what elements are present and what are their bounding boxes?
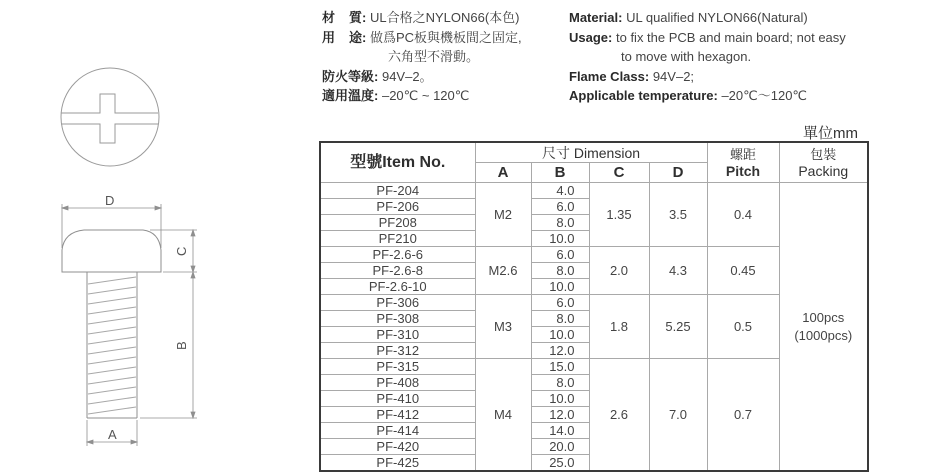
usage-value-en-line2: to move with hexagon. (621, 49, 752, 64)
cell-b: 8.0 (531, 263, 589, 279)
cell-item-no: PF210 (320, 231, 475, 247)
cell-item-no: PF-2.6-6 (320, 247, 475, 263)
temp-label-zh: 適用溫度: (322, 88, 379, 103)
header-packing-zh: 包裝 (810, 146, 837, 162)
cell-c: 2.0 (589, 247, 649, 295)
spec-zh-block (322, 8, 522, 106)
cell-d: 7.0 (649, 359, 707, 472)
cell-item-no: PF-412 (320, 407, 475, 423)
cell-item-no: PF-306 (320, 295, 475, 311)
cell-pitch: 0.4 (707, 183, 779, 247)
header-a: A (475, 163, 531, 183)
spec-zh-temp (322, 86, 522, 106)
cell-pitch: 0.7 (707, 359, 779, 472)
colon: : (362, 10, 367, 25)
spec-zh-material (322, 8, 522, 28)
cell-item-no: PF-425 (320, 455, 475, 472)
header-b: B (531, 163, 589, 183)
cell-item-no: PF-408 (320, 375, 475, 391)
cell-c: 1.8 (589, 295, 649, 359)
cell-item-no: PF208 (320, 215, 475, 231)
dim-label-d: D (105, 193, 115, 208)
spec-en-temp (569, 86, 846, 106)
cell-a: M2.6 (475, 247, 531, 295)
cell-b: 10.0 (531, 279, 589, 295)
cell-b: 20.0 (531, 439, 589, 455)
flame-value-zh: 94V–2。 (381, 68, 433, 84)
cell-item-no: PF-315 (320, 359, 475, 375)
spec-en-block (569, 8, 846, 106)
cell-b: 12.0 (531, 343, 589, 359)
label-char: 材 (322, 10, 336, 25)
cell-d: 3.5 (649, 183, 707, 247)
temp-value-zh: –20℃ ~ 120℃ (381, 88, 470, 103)
material-value-zh: UL合格之NYLON66(本色) (369, 10, 520, 25)
material-label-en: Material: (569, 10, 623, 25)
temp-value-en: –20℃～120℃ (721, 88, 808, 103)
colon: : (362, 29, 367, 45)
cell-b: 8.0 (531, 311, 589, 327)
spec-en-material (569, 8, 846, 28)
cell-item-no: PF-204 (320, 183, 475, 199)
packing-line1: 100pcs (802, 309, 845, 325)
unit-label: 單位mm (803, 125, 858, 142)
header-c: C (589, 163, 649, 183)
cell-item-no: PF-308 (320, 311, 475, 327)
cell-a: M4 (475, 359, 531, 472)
spec-zh-flame (322, 67, 522, 87)
header-pitch (707, 142, 779, 183)
header-dimension: 尺寸 Dimension (475, 142, 707, 163)
header-packing (779, 142, 868, 183)
cell-b: 8.0 (531, 215, 589, 231)
flame-value-en: 94V–2; (652, 68, 695, 84)
cell-item-no: PF-414 (320, 423, 475, 439)
spec-en-usage (569, 28, 846, 48)
cell-c: 1.35 (589, 183, 649, 247)
cell-b: 10.0 (531, 327, 589, 343)
dim-label-a: A (108, 427, 117, 442)
screw-head-top-view-icon (61, 68, 159, 166)
cell-b: 8.0 (531, 375, 589, 391)
spec-table (319, 141, 869, 472)
cell-d: 4.3 (649, 247, 707, 295)
material-value-en: UL qualified NYLON66(Natural) (626, 10, 808, 25)
label-char: 用 (322, 29, 336, 45)
cell-b: 14.0 (531, 423, 589, 439)
cell-item-no: PF-420 (320, 439, 475, 455)
table-body (320, 183, 868, 472)
cell-b: 6.0 (531, 247, 589, 263)
cell-b: 25.0 (531, 455, 589, 472)
cell-item-no: PF-410 (320, 391, 475, 407)
flame-label-en: Flame Class: (569, 68, 650, 84)
cell-item-no: PF-2.6-10 (320, 279, 475, 295)
cell-b: 6.0 (531, 199, 589, 215)
dimension-lines (62, 204, 197, 446)
label-char: 途 (348, 29, 362, 45)
cell-a: M3 (475, 295, 531, 359)
cell-b: 4.0 (531, 183, 589, 199)
cell-b: 6.0 (531, 295, 589, 311)
spec-en-flame (569, 67, 846, 87)
cell-item-no: PF-312 (320, 343, 475, 359)
flame-label-zh: 防火等級: (322, 68, 379, 84)
cell-item-no: PF-2.6-8 (320, 263, 475, 279)
header-d: D (649, 163, 707, 183)
header-item-no: 型號Item No. (320, 142, 475, 183)
header-pitch-zh: 螺距 (729, 146, 756, 162)
cell-c: 2.6 (589, 359, 649, 472)
cell-b: 10.0 (531, 391, 589, 407)
label-char: 質 (348, 10, 362, 25)
cell-b: 12.0 (531, 407, 589, 423)
screw-side-view-icon (62, 230, 161, 418)
cell-b: 15.0 (531, 359, 589, 375)
cell-a: M2 (475, 183, 531, 247)
usage-value-zh-line2: 六角型不滑動。 (388, 49, 480, 64)
header-pitch-en: Pitch (725, 162, 761, 179)
cell-item-no: PF-206 (320, 199, 475, 215)
dim-label-b: B (174, 341, 189, 350)
spec-zh-usage (322, 28, 522, 48)
table-row (320, 183, 868, 199)
header-packing-en: Packing (798, 162, 849, 179)
cell-pitch: 0.45 (707, 247, 779, 295)
usage-label-en: Usage: (569, 29, 613, 45)
cell-d: 5.25 (649, 295, 707, 359)
temp-label-en: Applicable temperature: (569, 88, 718, 103)
cell-packing (779, 183, 868, 472)
screw-drawing (0, 0, 300, 474)
packing-line2: (1000pcs) (794, 327, 853, 343)
dim-label-c: C (174, 246, 189, 256)
cell-item-no: PF-310 (320, 327, 475, 343)
cell-pitch: 0.5 (707, 295, 779, 359)
cell-b: 10.0 (531, 231, 589, 247)
usage-value-en: to fix the PCB and main board; not easy (615, 29, 846, 45)
usage-value-zh: 做爲PC板與機板間之固定, (369, 29, 522, 45)
